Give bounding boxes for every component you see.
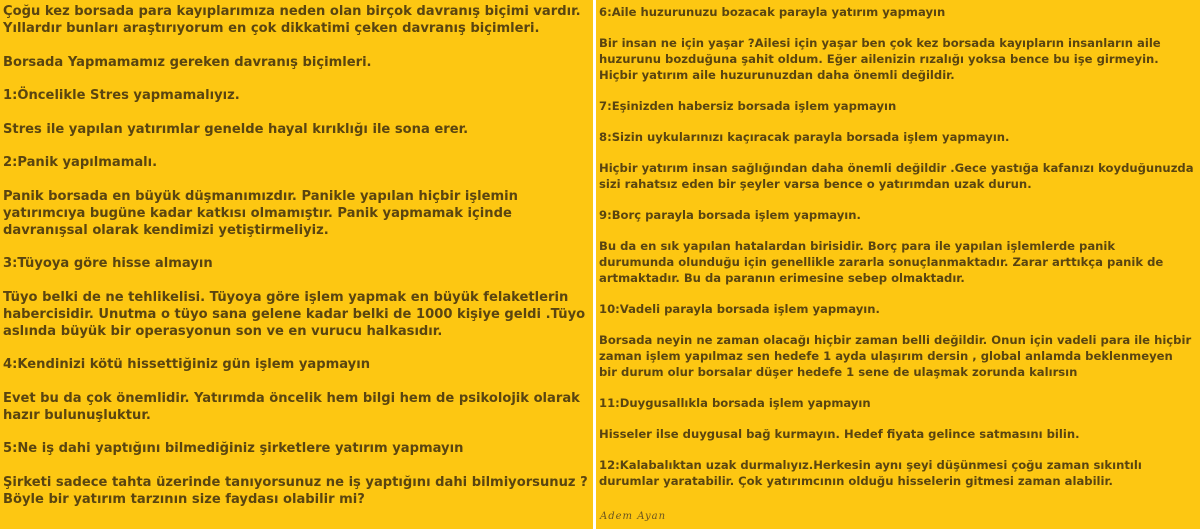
- right-panel: [596, 0, 1200, 529]
- left-panel: [0, 0, 593, 529]
- item-3-title: 3:Tüyoya göre hisse almayın: [3, 256, 213, 271]
- item-11-title: 11:Duygusallıkla borsada işlem yapmayın: [599, 396, 871, 410]
- item-2-text: Panik borsada en büyük düşmanımızdır. Panikle yapılan hiçbir işlemin yatırımcıya bugüne kadar katkısı olmamıştır. Panik yapmamak içinde davranışsal olarak kendimizi yetiştirmeliyiz.: [3, 188, 518, 238]
- item-9-text: Bu da en sık yapılan hatalardan birisidir. Borç para ile yapılan işlemlerde panik durumunda olunduğu için genellikle zararla sonuçlanmaktadır. Zarar arttıkça panik de artmaktadır. Bu da paranın erimesine sebep olmaktadır.: [599, 239, 1164, 285]
- item-8-text: Hiçbir yatırım insan sağlığından daha önemli değildir .Gece yastığa kafanızı koyduğunuzda sizi rahatsız eden bir şeyler varsa bence o yatırımdan uzak durun.: [599, 161, 1194, 191]
- item-5-text: Şirketi sadece tahta üzerinde tanıyorsunuz ne iş yaptığını dahi bilmiyorsunuz ? Böyle bir yatırım tarzının size faydası olabilir mi?: [3, 474, 588, 507]
- item-2-title: 2:Panik yapılmamalı.: [3, 155, 158, 170]
- item-6-text: Bir insan ne için yaşar ?Ailesi için yaşar ben çok kez borsada kayıpların insanların aile huzurunu bozduğuna şahit oldum. Eğer ailenizin rızalığı yoksa bence bu işe girmeyin. Hiçbir yatırım aile huzurunuzdan daha önemli değildir.: [599, 36, 1161, 82]
- item-1-title: 1:Öncelikle Stres yapmamalıyız.: [3, 88, 240, 103]
- item-5-title: 5:Ne iş dahi yaptığını bilmediğiniz şirketlere yatırım yapmayın: [3, 441, 464, 456]
- item-1-text: Stres ile yapılan yatırımlar genelde hayal kırıklığı ile sona erer.: [3, 121, 469, 137]
- item-11-text: Hisseler ilse duygusal bağ kurmayın. Hedef fiyata gelince satmasını bilin.: [599, 427, 1080, 441]
- item-6-title: 6:Aile huzurunuzu bozacak parayla yatırım yapmayın: [599, 5, 946, 19]
- item-10-title: 10:Vadeli parayla borsada işlem yapmayın.: [599, 302, 880, 316]
- item-9-title: 9:Borç parayla borsada işlem yapmayın.: [599, 208, 861, 222]
- item-3-text: Tüyo belki de ne tehlikelisi. Tüyoya göre işlem yapmak en büyük felaketlerin habercisidir. Unutma o tüyo sana gelene kadar belki de 1000 kişiye geldi .Tüyo aslında büyük bir operasyonun son ve en vurucu halkasıdır.: [3, 289, 586, 339]
- intro-paragraph: Çoğu kez borsada para kayıplarımıza neden olan birçok davranış biçimi vardır. Yıllardır bunları araştırıyorum en çok dikkatimi çeken davranış biçimleri.: [3, 4, 581, 36]
- item-4-text: Evet bu da çok önemlidir. Yatırımda öncelik hem bilgi hem de psikolojik olarak hazır bulunuşluktur.: [3, 390, 580, 423]
- item-7-title: 7:Eşinizden habersiz borsada işlem yapmayın: [599, 99, 897, 113]
- item-12-text: 12:Kalabalıktan uzak durmalıyız.Herkesin aynı şeyi düşünmesi çoğu zaman sıkıntılı durumlar yaratabilir. Çok yatırımcının olduğu hisselerin gitmesi zaman alabilir.: [599, 458, 1142, 488]
- item-8-title: 8:Sizin uykularınızı kaçıracak parayla borsada işlem yapmayın.: [599, 130, 1010, 144]
- author-signature: Adem Ayan: [600, 511, 667, 522]
- item-10-text: Borsada neyin ne zaman olacağı hiçbir zaman belli değildir. Onun için vadeli para ile hiçbir zaman işlem yapılmaz sen hedefe 1 ayda ulaşırım dersin , global anlamda beklenmeyen bir durum olur borsalar düşer hedefe 1 sene de ulaşmak zorunda kalırsın: [599, 333, 1192, 379]
- item-4-title: 4:Kendinizi kötü hissettiğiniz gün işlem yapmayın: [3, 357, 371, 372]
- section-heading: Borsada Yapmamamız gereken davranış biçimleri.: [3, 54, 372, 70]
